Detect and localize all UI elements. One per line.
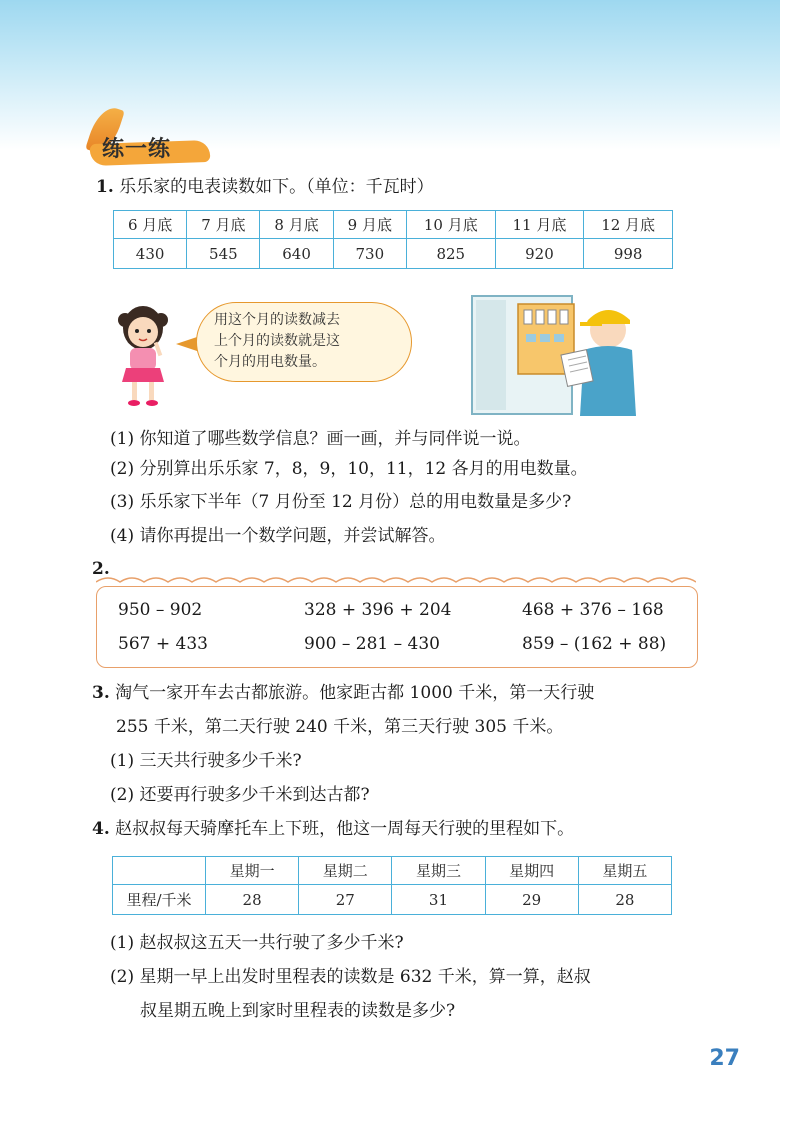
- meter-header-row: [114, 211, 673, 239]
- day-cell: 星期四: [485, 857, 578, 885]
- day-cell: 星期一: [206, 857, 299, 885]
- meter-table: [113, 210, 673, 269]
- q3-sub-2: (2) 还要再行驶多少千米到达古都?: [110, 785, 370, 805]
- q3-sub-1: (1) 三天共行驶多少千米?: [110, 751, 302, 771]
- mileage-cell: 28: [206, 885, 299, 915]
- q4-text: 赵叔叔每天骑摩托车上下班，他这一周每天行驶的里程如下。: [115, 819, 575, 839]
- reading-cell: 730: [333, 239, 406, 269]
- mileage-header-row: [113, 857, 672, 885]
- month-cell: 6 月底: [114, 211, 187, 239]
- girl-illustration: [112, 300, 174, 410]
- expr-r2-c2: 900 – 281 – 430: [304, 634, 440, 654]
- month-cell: 8 月底: [260, 211, 333, 239]
- q4-prompt: [92, 816, 574, 842]
- month-cell: 7 月底: [187, 211, 260, 239]
- q3-number: 3.: [92, 683, 110, 703]
- q3-prompt-line1: [92, 680, 594, 706]
- expr-r1-c2: 328 + 396 + 204: [304, 600, 452, 620]
- q1-sub-1: (1) 你知道了哪些数学信息？画一画，并与同伴说一说。: [110, 429, 531, 449]
- q2-number: 2.: [92, 559, 110, 579]
- day-cell: 星期五: [578, 857, 671, 885]
- q4-number: 4.: [92, 819, 110, 839]
- reading-cell: 640: [260, 239, 333, 269]
- reading-cell: 920: [495, 239, 584, 269]
- corner-cell: [113, 857, 206, 885]
- q4-sub-2-line1: (2) 星期一早上出发时里程表的读数是 632 千米，算一算，赵叔: [110, 967, 591, 987]
- meter-reading-row: [114, 239, 673, 269]
- bubble-line: 上个月的读数就是这: [214, 333, 340, 349]
- mileage-cell: 28: [578, 885, 671, 915]
- mileage-cell: 27: [299, 885, 392, 915]
- q1-text: 乐乐家的电表读数如下。（单位：千瓦时）: [119, 177, 434, 197]
- reading-cell: 998: [584, 239, 673, 269]
- section-heading: [86, 106, 226, 168]
- q4-sub-2-line2: 叔星期五晚上到家时里程表的读数是多少?: [140, 1001, 456, 1021]
- bubble-line: 个月的用电数量。: [214, 354, 326, 370]
- expr-r1-c3: 468 + 376 – 168: [522, 600, 664, 620]
- mileage-table: [112, 856, 672, 915]
- month-cell: 9 月底: [333, 211, 406, 239]
- expr-r2-c1: 567 + 433: [118, 634, 208, 654]
- mileage-cell: 29: [485, 885, 578, 915]
- q3-text-line1: 淘气一家开车去古都旅游。他家距古都 1000 千米，第一天行驶: [115, 683, 595, 703]
- month-cell: 11 月底: [495, 211, 584, 239]
- q4-sub-1: (1) 赵叔叔这五天一共行驶了多少千米?: [110, 933, 404, 953]
- day-cell: 星期二: [299, 857, 392, 885]
- reading-cell: 430: [114, 239, 187, 269]
- month-cell: 10 月底: [406, 211, 495, 239]
- q1-sub-3: (3) 乐乐家下半年（7 月份至 12 月份）总的用电数量是多少?: [110, 492, 572, 512]
- reading-cell: 545: [187, 239, 260, 269]
- page-number: 27: [709, 1046, 740, 1071]
- mileage-value-row: [113, 885, 672, 915]
- expression-ribbon: [96, 586, 698, 668]
- mileage-cell: 31: [392, 885, 485, 915]
- meter-reader-illustration: [468, 290, 638, 418]
- heading-title: 练一练: [102, 137, 172, 162]
- q1-sub-2: (2) 分别算出乐乐家 7，8，9，10，11，12 各月的用电数量。: [110, 459, 588, 479]
- expr-r1-c1: 950 – 902: [118, 600, 203, 620]
- month-cell: 12 月底: [584, 211, 673, 239]
- speech-bubble-text: [214, 310, 404, 373]
- q1-prompt: [96, 174, 434, 200]
- q1-sub-4: (4) 请你再提出一个数学问题，并尝试解答。: [110, 526, 446, 546]
- row-label-cell: 里程/千米: [113, 885, 206, 915]
- q3-text-line2: 255 千米，第二天行驶 240 千米，第三天行驶 305 千米。: [116, 717, 564, 737]
- q1-number: 1.: [96, 177, 114, 197]
- reading-cell: 825: [406, 239, 495, 269]
- bubble-line: 用这个月的读数减去: [214, 312, 340, 328]
- day-cell: 星期三: [392, 857, 485, 885]
- expr-r2-c3: 859 – (162 + 88): [522, 634, 667, 654]
